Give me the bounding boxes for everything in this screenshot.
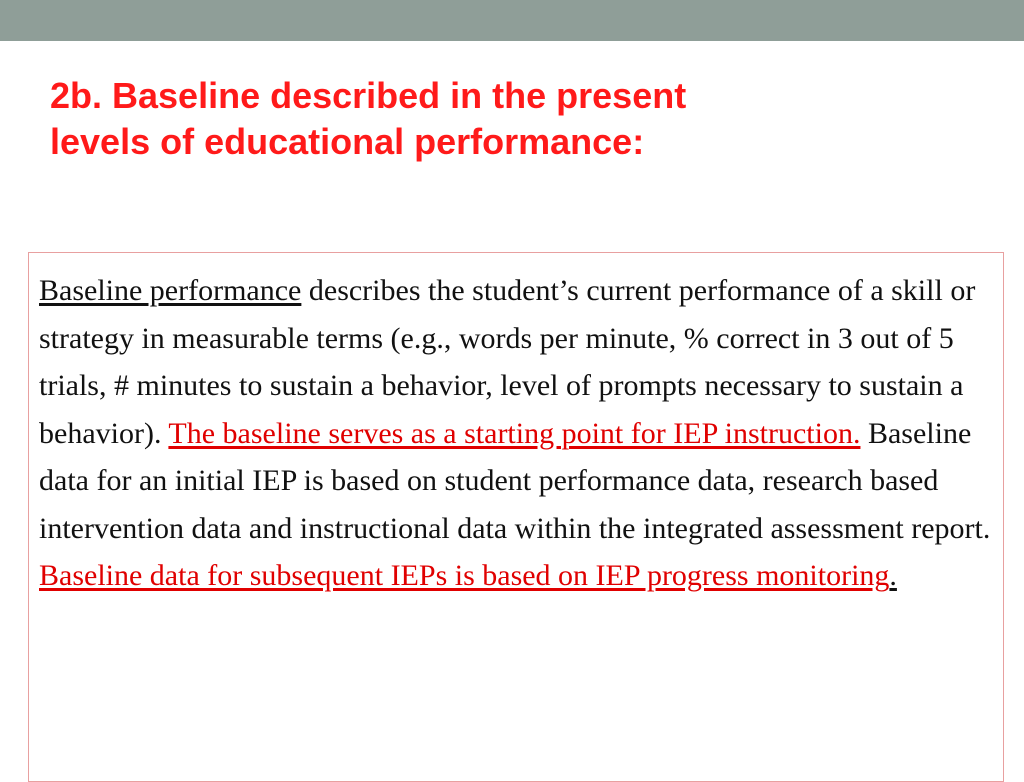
- body-paragraph: [39, 267, 999, 600]
- initial-iep-text: Baseline data for an initial IEP is based on student performance data, research based intervention data and instructional data within the integrated assessment report.: [39, 416, 991, 545]
- top-accent-bar: [0, 0, 1024, 41]
- highlight-progress-monitoring: Baseline data for subsequent IEPs is based on IEP progress monitoring: [39, 559, 890, 592]
- slide-title: [50, 73, 950, 165]
- ending-period: .: [889, 559, 897, 592]
- baseline-performance-term: Baseline performance: [39, 274, 302, 307]
- slide-title-line-2: levels of educational performance:: [50, 121, 645, 162]
- definition-text: describes the student’s current performance of a skill or strategy in measurable terms (e.g., words per minute, % correct in 3 out of 5 trials, # minutes to sustain a behavior, level of prompts necessary to sustain a behavior).: [39, 274, 976, 450]
- highlight-starting-point: The baseline serves as a starting point for IEP instruction.: [168, 416, 861, 450]
- slide-title-line-1: 2b. Baseline described in the present: [50, 75, 687, 116]
